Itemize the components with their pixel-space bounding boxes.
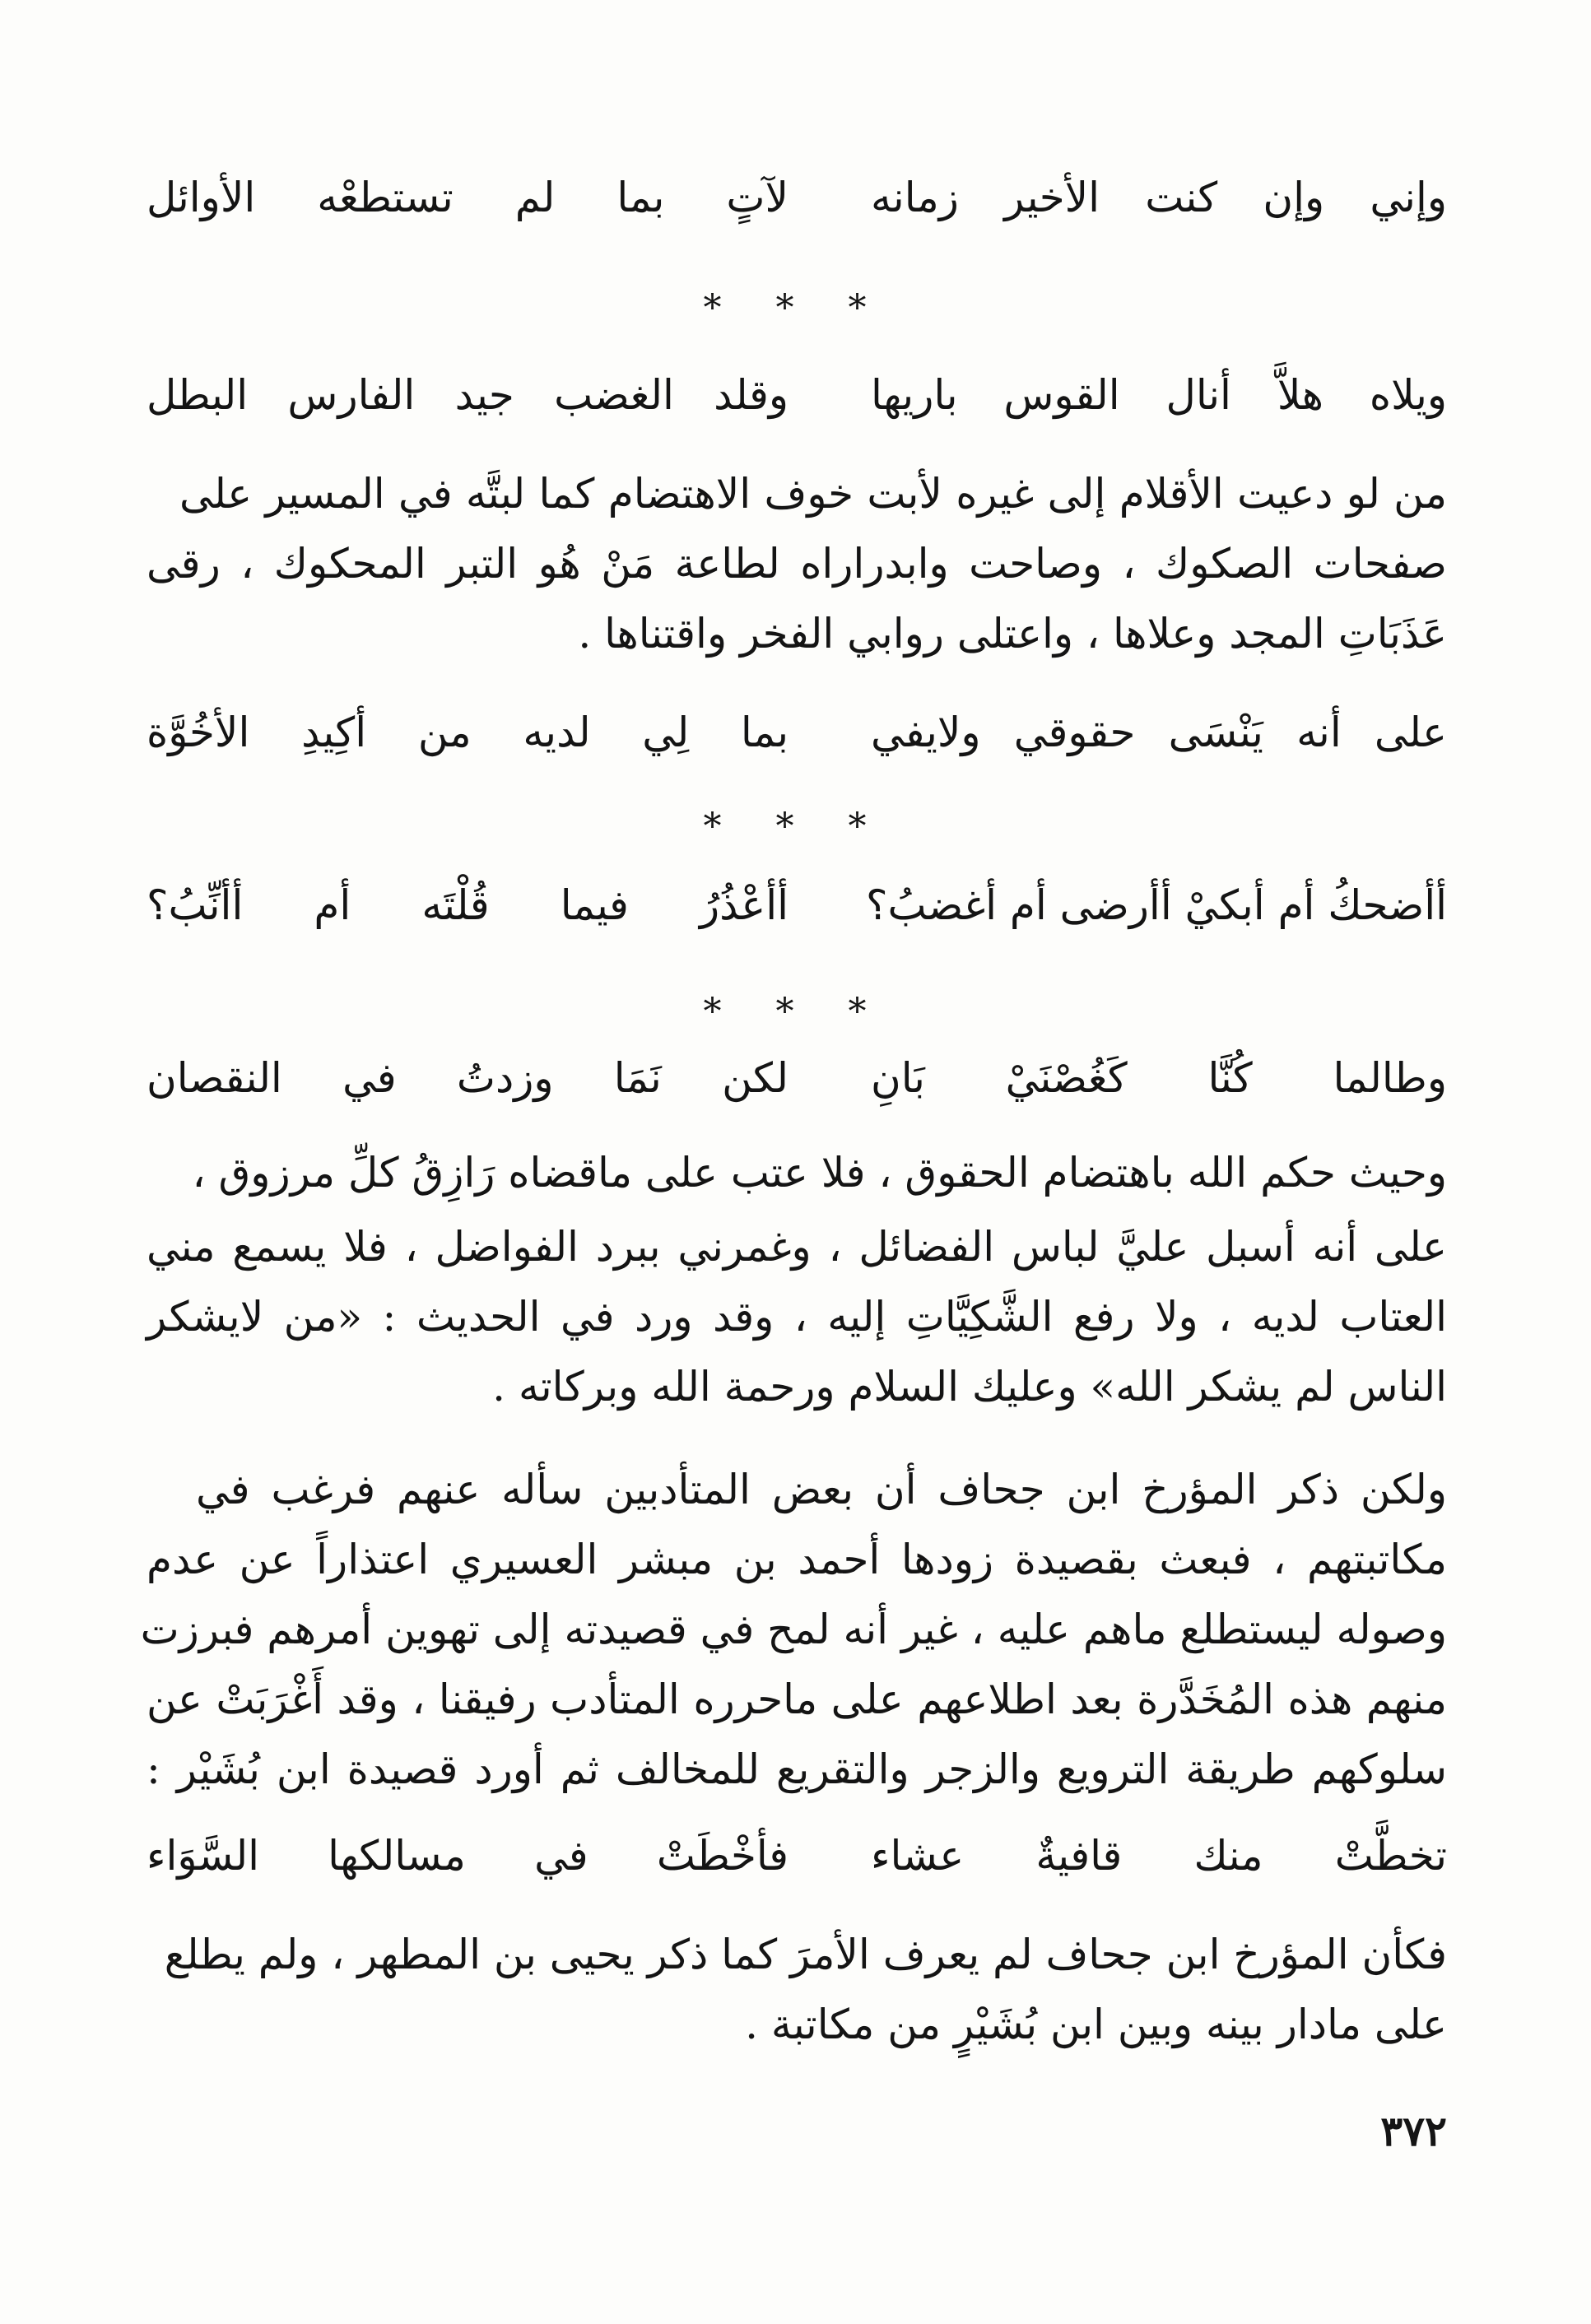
verse-4 (147, 872, 1447, 938)
verse-3-second-hemistich: بما لِي لديه من أكِيدِ الأخُوَّة (147, 709, 789, 756)
section-separator-1: * * * (703, 287, 888, 329)
paragraph-1-line-2: صفحات الصكوك ، وصاحت وابدراراه لطاعة مَنْ هُو التبر المحكوك ، رقى (147, 540, 1447, 588)
paragraph-2-line-2: على أنه أسبل عليَّ لباس الفضائل ، وغمرني ببرد الفواضل ، فلا يسمع مني (147, 1223, 1447, 1271)
paragraph-2-line-1: وحيث حكم الله باهتضام الحقوق ، فلا عتب على ماقضاه رَازِقُ كلِّ مرزوق ، (192, 1149, 1447, 1197)
verse-6 (147, 1823, 1447, 1889)
verse-4-second-hemistich: أأعْذُرُ فيما قُلْتَه أم أأنِّبُ؟ (147, 881, 789, 929)
verse-2 (147, 362, 1447, 428)
verse-1 (147, 165, 1447, 230)
paragraph-3-line-4: منهم هذه المُخَدَّرة بعد اطلاعهم على ماحرره المتأدب رفيقنا ، وقد أَغْرَبَتْ عن (147, 1676, 1447, 1723)
paragraph-3-line-3: وصوله ليستطلع ماهم عليه ، غير أنه لمح في قصيدته إلى تهوين أمرهم فبرزت (140, 1606, 1447, 1653)
verse-6-second-hemistich: فأخْطَتْ في مسالكها السَّوَاء (147, 1832, 789, 1880)
verse-2-first-hemistich: ويلاه هلاَّ أنال القوس باريها (871, 371, 1447, 419)
verse-5 (147, 1045, 1447, 1111)
verse-1-second-hemistich: لآتٍ بما لم تستطعْه الأوائل (147, 174, 789, 221)
verse-5-second-hemistich: لكن نَمَا وزدتُ في النقصان (147, 1054, 789, 1102)
verse-3-first-hemistich: على أنه يَنْسَى حقوقي ولايفي (871, 709, 1447, 756)
paragraph-3-line-2: مكاتبتهم ، فبعث بقصيدة زودها أحمد بن مبشر العسيري اعتذاراً عن عدم (147, 1536, 1447, 1583)
paragraph-4-line-2: على مادار بينه وبين ابن بُشَيْرٍ من مكاتبة . (745, 2001, 1447, 2048)
verse-3 (147, 700, 1447, 765)
verse-2-second-hemistich: وقلد الغضب جيد الفارس البطل (147, 371, 789, 419)
verse-4-first-hemistich: أأضحكُ أم أبكيْ أأرضى أم أغضبُ؟ (865, 881, 1447, 929)
paragraph-1-line-1: من لو دعيت الأقلام إلى غيره لأبت خوف الاهتضام كما لبتَّه في المسير على (179, 470, 1447, 518)
verse-1-first-hemistich: وإني وإن كنت الأخير زمانه (871, 174, 1447, 221)
paragraph-3-line-5: سلوكهم طريقة الترويع والزجر والتقريع للمخالف ثم أورد قصيدة ابن بُشَيْر : (147, 1745, 1447, 1793)
page-number: ٣٧٢ (1380, 2107, 1447, 2155)
section-separator-3: * * * (703, 991, 888, 1033)
verse-6-first-hemistich: تخطَّتْ منك قافيةٌ عشاء (871, 1832, 1447, 1880)
paragraph-4-line-1: فكأن المؤرخ ابن جحاف لم يعرف الأمرَ كما ذكر يحيى بن المطهر ، ولم يطلع (164, 1931, 1447, 1978)
paragraph-1-line-3: عَذَبَاتِ المجد وعلاها ، واعتلى روابي الفخر واقتناها . (578, 610, 1447, 658)
verse-5-first-hemistich: وطالما كُنَّا كَغُصْنَيْ بَانِ (871, 1054, 1447, 1102)
section-separator-2: * * * (703, 806, 888, 848)
paragraph-2-line-3: العتاب لديه ، ولا رفع الشَّكِيَّاتِ إليه ، وقد ورد في الحديث : «من لايشكر (147, 1293, 1447, 1341)
paragraph-2-line-4: الناس لم يشكر الله» وعليك السلام ورحمة الله وبركاته . (492, 1363, 1447, 1411)
paragraph-3-line-1: ولكن ذكر المؤرخ ابن جحاف أن بعض المتأدبين سأله عنهم فرغب في (196, 1466, 1447, 1513)
